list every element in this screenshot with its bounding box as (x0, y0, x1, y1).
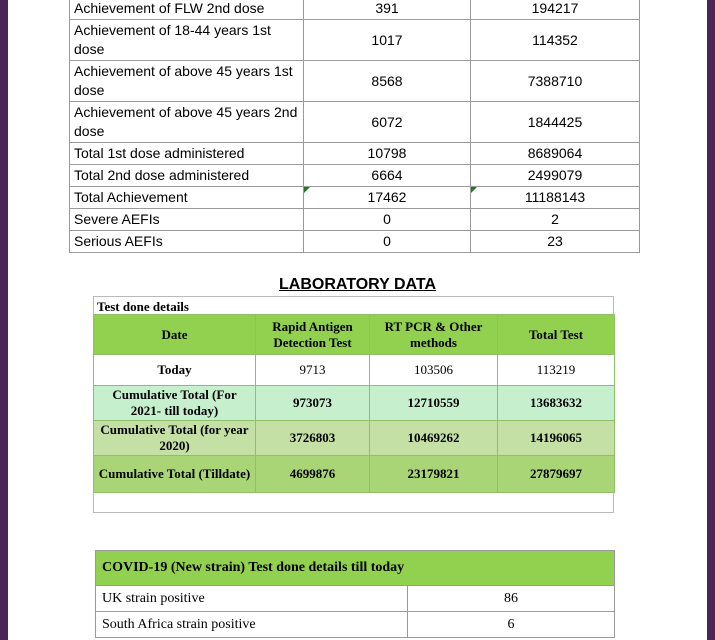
rtpcr-cell: 23179821 (370, 456, 498, 493)
rapid-antigen-cell: 973073 (256, 386, 370, 421)
rapid-antigen-cell: 9713 (256, 355, 370, 386)
cumulative-value: 2499079 (471, 165, 640, 187)
today-value: 0 (304, 209, 471, 231)
today-value: 6072 (304, 102, 471, 143)
column-header: Rapid Antigen Detection Test (256, 315, 370, 355)
today-value: 0 (304, 231, 471, 253)
today-value: 17462 (304, 187, 471, 209)
table-row (70, 61, 640, 102)
rapid-antigen-cell: 3726803 (256, 421, 370, 456)
page-frame-left (0, 0, 8, 640)
table-row (70, 143, 640, 165)
row-label: Achievement of above 45 years 2nd dose (70, 102, 304, 143)
date-cell: Cumulative Total (Tilldate) (94, 456, 256, 493)
section-title: LABORATORY DATA (278, 276, 437, 293)
total-test-cell: 13683632 (498, 386, 615, 421)
row-label: Achievement of above 45 years 1st dose (70, 61, 304, 102)
cumulative-value: 194217 (471, 0, 640, 20)
row-label: Total 1st dose administered (70, 143, 304, 165)
rtpcr-cell: 10469262 (370, 421, 498, 456)
cumulative-value: 8689064 (471, 143, 640, 165)
strain-table (95, 550, 615, 638)
today-value: 391 (304, 0, 471, 20)
column-header: Total Test (498, 315, 615, 355)
table-row (70, 20, 640, 61)
table-row (94, 355, 615, 386)
row-label: Achievement of 18-44 years 1st dose (70, 20, 304, 61)
cumulative-value: 2 (471, 209, 640, 231)
laboratory-panel (93, 296, 614, 513)
table-row (70, 0, 640, 20)
page-frame-right (707, 0, 715, 640)
table-row (70, 209, 640, 231)
table-row (70, 102, 640, 143)
today-value: 1017 (304, 20, 471, 61)
row-label: Total Achievement (70, 187, 304, 209)
strain-label: South Africa strain positive (96, 612, 408, 638)
column-header: RT PCR & Other methods (370, 315, 498, 355)
strain-table-title: COVID-19 (New strain) Test done details till today (96, 551, 615, 586)
row-label: Total 2nd dose administered (70, 165, 304, 187)
column-header: Date (94, 315, 256, 355)
cumulative-value: 23 (471, 231, 640, 253)
date-cell: Today (94, 355, 256, 386)
table-row (96, 586, 615, 612)
table-row (96, 612, 615, 638)
total-test-cell: 113219 (498, 355, 615, 386)
total-test-cell: 27879697 (498, 456, 615, 493)
row-label: Severe AEFIs (70, 209, 304, 231)
strain-label: UK strain positive (96, 586, 408, 612)
table-row (94, 386, 615, 421)
cumulative-value: 11188143 (471, 187, 640, 209)
row-label: Serious AEFIs (70, 231, 304, 253)
laboratory-table (93, 314, 615, 493)
cumulative-value: 114352 (471, 20, 640, 61)
cumulative-value: 1844425 (471, 102, 640, 143)
table-row (70, 231, 640, 253)
table-caption: Test done details (97, 299, 189, 314)
table-row (70, 187, 640, 209)
cumulative-value: 7388710 (471, 61, 640, 102)
row-label: Achievement of FLW 2nd dose (70, 0, 304, 20)
date-cell: Cumulative Total (for year 2020) (94, 421, 256, 456)
strain-value: 6 (408, 612, 615, 638)
today-value: 6664 (304, 165, 471, 187)
table-row (94, 421, 615, 456)
today-value: 10798 (304, 143, 471, 165)
rtpcr-cell: 12710559 (370, 386, 498, 421)
table-header-row (94, 315, 615, 355)
today-value: 8568 (304, 61, 471, 102)
table-row (70, 165, 640, 187)
table-row (94, 456, 615, 493)
table-header-row (96, 551, 615, 586)
total-test-cell: 14196065 (498, 421, 615, 456)
rtpcr-cell: 103506 (370, 355, 498, 386)
rapid-antigen-cell: 4699876 (256, 456, 370, 493)
date-cell: Cumulative Total (For 2021- till today) (94, 386, 256, 421)
strain-value: 86 (408, 586, 615, 612)
vaccination-table (69, 0, 640, 253)
